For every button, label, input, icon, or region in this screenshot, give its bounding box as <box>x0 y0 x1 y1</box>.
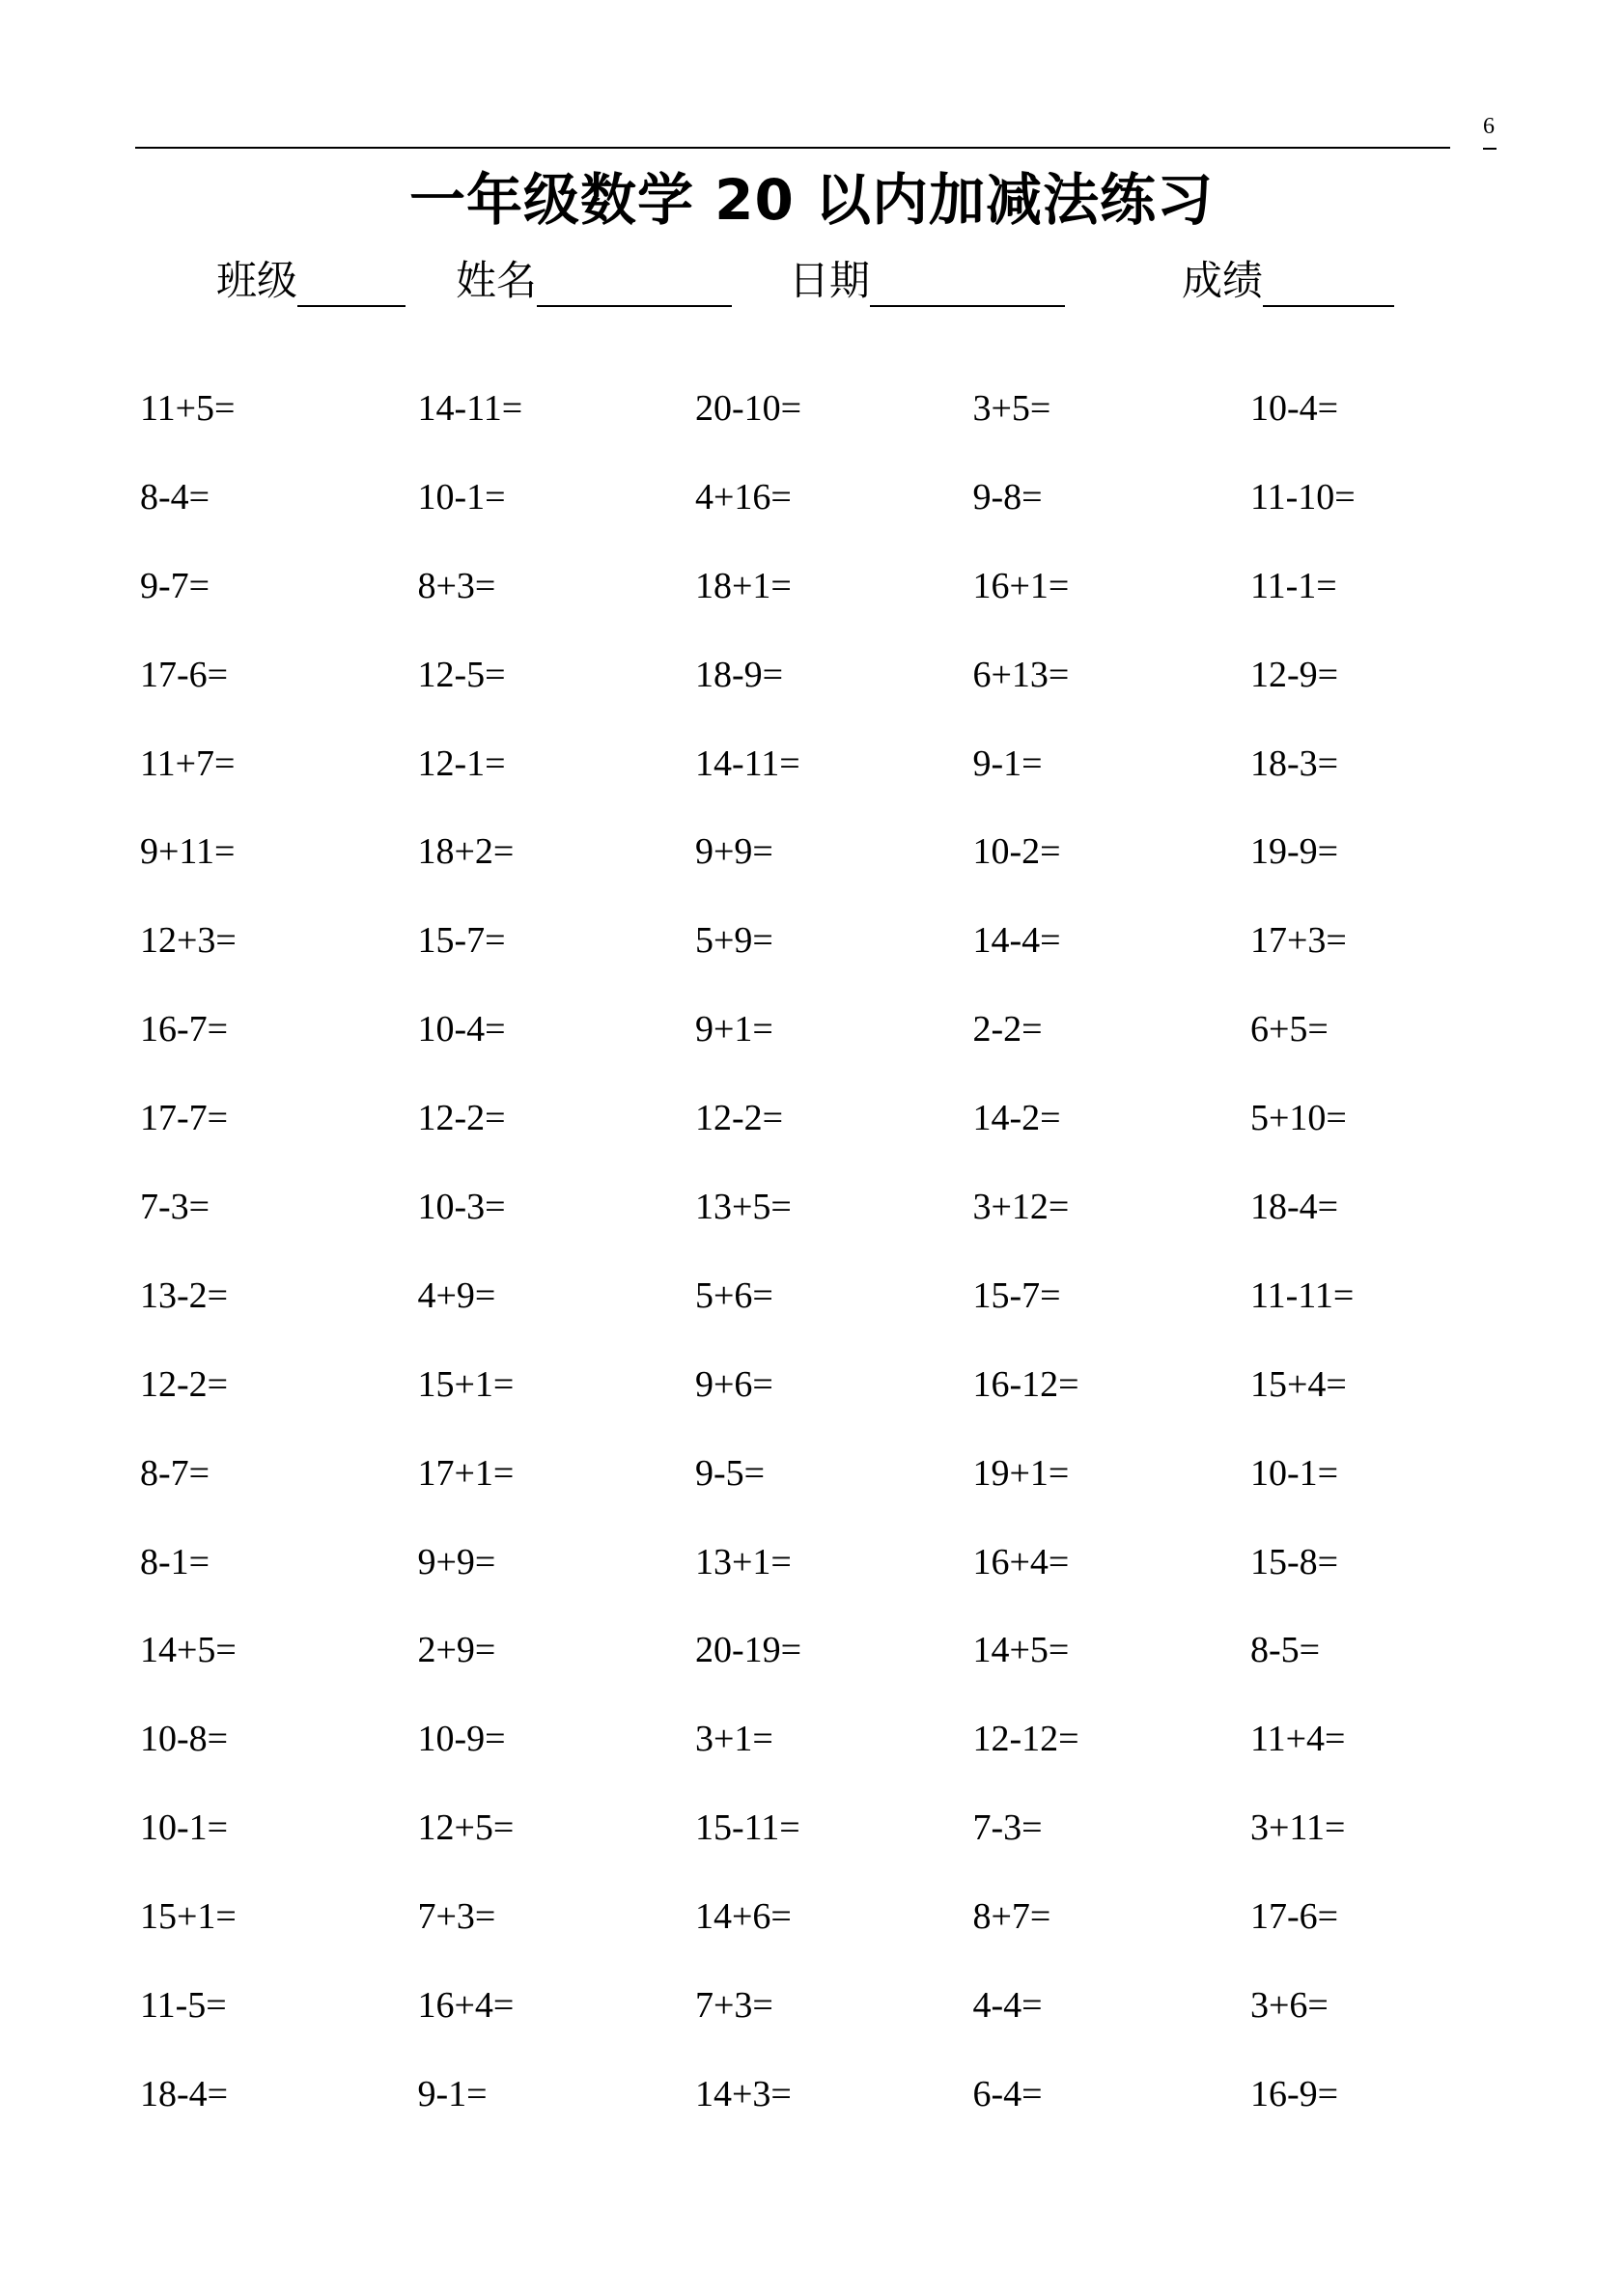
problem-row <box>140 1180 1528 1269</box>
problem-row <box>140 1712 1528 1801</box>
math-problem: 19-9= <box>1250 831 1339 873</box>
math-problem: 13-2= <box>140 1274 229 1316</box>
math-problem: 17+3= <box>1250 920 1347 962</box>
math-problem: 10-1= <box>417 476 506 518</box>
math-problem: 10-9= <box>417 1719 506 1760</box>
math-problem: 11+5= <box>140 388 236 429</box>
math-problem: 3+6= <box>1250 1985 1329 2027</box>
math-problem: 19+1= <box>972 1452 1070 1494</box>
problem-row <box>140 1002 1528 1091</box>
problem-row <box>140 1269 1528 1358</box>
math-problem: 9+9= <box>417 1541 496 1582</box>
math-problem: 3+1= <box>695 1719 773 1760</box>
score-label: 成绩 <box>1182 257 1264 304</box>
math-problem: 11-1= <box>1250 565 1337 606</box>
math-problem: 11+4= <box>1250 1719 1346 1760</box>
math-problem: 9+1= <box>695 1009 773 1050</box>
math-problem: 9-1= <box>972 742 1043 784</box>
math-problem: 11-5= <box>140 1985 227 2027</box>
math-problem: 16-12= <box>972 1363 1079 1405</box>
math-problem: 4-4= <box>972 1985 1043 2027</box>
math-problem: 12-12= <box>972 1719 1079 1760</box>
math-problem: 12-2= <box>417 1098 506 1139</box>
math-problem: 6+13= <box>972 654 1070 695</box>
math-problem: 12-9= <box>1250 654 1339 695</box>
math-problem: 6-4= <box>972 2073 1043 2114</box>
math-problem: 9-1= <box>417 2073 488 2114</box>
math-problem: 18-4= <box>1250 1187 1339 1228</box>
math-problem: 14-11= <box>695 742 800 784</box>
math-problem: 4+16= <box>695 476 792 518</box>
math-problem: 12-5= <box>417 654 506 695</box>
problem-row <box>140 381 1528 470</box>
math-problem: 13+1= <box>695 1541 792 1582</box>
problem-row <box>140 470 1528 559</box>
math-problem: 17-6= <box>1250 1896 1339 1938</box>
problem-row <box>140 737 1528 826</box>
math-problem: 20-19= <box>695 1630 802 1671</box>
math-problem: 15-8= <box>1250 1541 1339 1582</box>
page-number: 6 <box>1483 114 1495 139</box>
math-problem: 10-3= <box>417 1187 506 1228</box>
problem-row <box>140 825 1528 913</box>
header-rule <box>135 147 1450 149</box>
math-problem: 2-2= <box>972 1009 1043 1050</box>
math-problem: 4+9= <box>417 1274 496 1316</box>
math-problem: 3+11= <box>1250 1807 1346 1849</box>
date-field <box>789 249 1065 307</box>
math-problem: 14+6= <box>695 1896 792 1938</box>
math-problem: 7-3= <box>972 1807 1043 1849</box>
math-problem: 15-7= <box>972 1274 1061 1316</box>
math-problem: 16-9= <box>1250 2073 1339 2114</box>
class-blank[interactable] <box>297 259 406 307</box>
problem-row <box>140 913 1528 1002</box>
worksheet-title: 一年级数学 20 以内加减法练习 <box>408 167 1215 233</box>
math-problem: 8-5= <box>1250 1630 1321 1671</box>
math-problem: 12+5= <box>417 1807 515 1849</box>
math-problem: 18-4= <box>140 2073 229 2114</box>
date-blank[interactable] <box>870 259 1065 307</box>
math-problem: 8-1= <box>140 1541 210 1582</box>
problem-grid <box>140 381 1528 2156</box>
math-problem: 5+6= <box>695 1274 773 1316</box>
problem-row <box>140 648 1528 737</box>
math-problem: 15+1= <box>140 1896 237 1938</box>
math-problem: 12-1= <box>417 742 506 784</box>
problem-row <box>140 1890 1528 1978</box>
math-problem: 9+9= <box>695 831 773 873</box>
page-number-underline <box>1483 148 1497 150</box>
math-problem: 3+12= <box>972 1187 1070 1228</box>
name-field <box>456 249 732 307</box>
math-problem: 9+6= <box>695 1363 773 1405</box>
math-problem: 9-8= <box>972 476 1043 518</box>
problem-row <box>140 1446 1528 1535</box>
problem-row <box>140 1978 1528 2067</box>
math-problem: 18-9= <box>695 654 784 695</box>
math-problem: 16+4= <box>417 1985 515 2027</box>
math-problem: 11+7= <box>140 742 236 784</box>
math-problem: 14+5= <box>140 1630 237 1671</box>
math-problem: 7-3= <box>140 1187 210 1228</box>
problem-row <box>140 559 1528 648</box>
math-problem: 7+3= <box>695 1985 773 2027</box>
math-problem: 10-1= <box>140 1807 229 1849</box>
math-problem: 10-1= <box>1250 1452 1339 1494</box>
math-problem: 8-7= <box>140 1452 210 1494</box>
score-blank[interactable] <box>1263 259 1394 307</box>
name-label: 姓名 <box>456 257 538 304</box>
problem-row <box>140 1091 1528 1180</box>
math-problem: 3+5= <box>972 388 1051 429</box>
math-problem: 20-10= <box>695 388 802 429</box>
problem-row <box>140 1623 1528 1712</box>
math-problem: 9-7= <box>140 565 210 606</box>
math-problem: 8-4= <box>140 476 210 518</box>
math-problem: 16-7= <box>140 1009 229 1050</box>
math-problem: 10-4= <box>1250 388 1339 429</box>
math-problem: 18-3= <box>1250 742 1339 784</box>
math-problem: 2+9= <box>417 1630 496 1671</box>
math-problem: 14+3= <box>695 2073 792 2114</box>
math-problem: 5+9= <box>695 920 773 962</box>
math-problem: 11-10= <box>1250 476 1356 518</box>
math-problem: 11-11= <box>1250 1274 1355 1316</box>
math-problem: 12+3= <box>140 920 237 962</box>
problem-row <box>140 2067 1528 2156</box>
math-problem: 13+5= <box>695 1187 792 1228</box>
math-problem: 14-2= <box>972 1098 1061 1139</box>
math-problem: 17-6= <box>140 654 229 695</box>
math-problem: 9-5= <box>695 1452 766 1494</box>
math-problem: 12-2= <box>140 1363 229 1405</box>
math-problem: 15-7= <box>417 920 506 962</box>
problem-row <box>140 1801 1528 1890</box>
score-field <box>1182 249 1394 307</box>
math-problem: 18+1= <box>695 565 792 606</box>
math-problem: 16+1= <box>972 565 1070 606</box>
math-problem: 10-2= <box>972 831 1061 873</box>
math-problem: 15+1= <box>417 1363 515 1405</box>
math-problem: 10-4= <box>417 1009 506 1050</box>
math-problem: 15-11= <box>695 1807 800 1849</box>
math-problem: 16+4= <box>972 1541 1070 1582</box>
math-problem: 10-8= <box>140 1719 229 1760</box>
math-problem: 18+2= <box>417 831 515 873</box>
math-problem: 8+7= <box>972 1896 1051 1938</box>
math-problem: 14-11= <box>417 388 523 429</box>
math-problem: 5+10= <box>1250 1098 1347 1139</box>
math-problem: 8+3= <box>417 565 496 606</box>
math-problem: 14-4= <box>972 920 1061 962</box>
class-label: 班级 <box>216 257 298 304</box>
name-blank[interactable] <box>537 259 732 307</box>
date-label: 日期 <box>789 257 871 304</box>
math-problem: 17+1= <box>417 1452 515 1494</box>
problem-row <box>140 1535 1528 1624</box>
math-problem: 12-2= <box>695 1098 784 1139</box>
problem-row <box>140 1358 1528 1446</box>
class-field <box>216 249 406 307</box>
math-problem: 15+4= <box>1250 1363 1347 1405</box>
math-problem: 14+5= <box>972 1630 1070 1671</box>
math-problem: 9+11= <box>140 831 236 873</box>
math-problem: 17-7= <box>140 1098 229 1139</box>
math-problem: 7+3= <box>417 1896 496 1938</box>
math-problem: 6+5= <box>1250 1009 1329 1050</box>
